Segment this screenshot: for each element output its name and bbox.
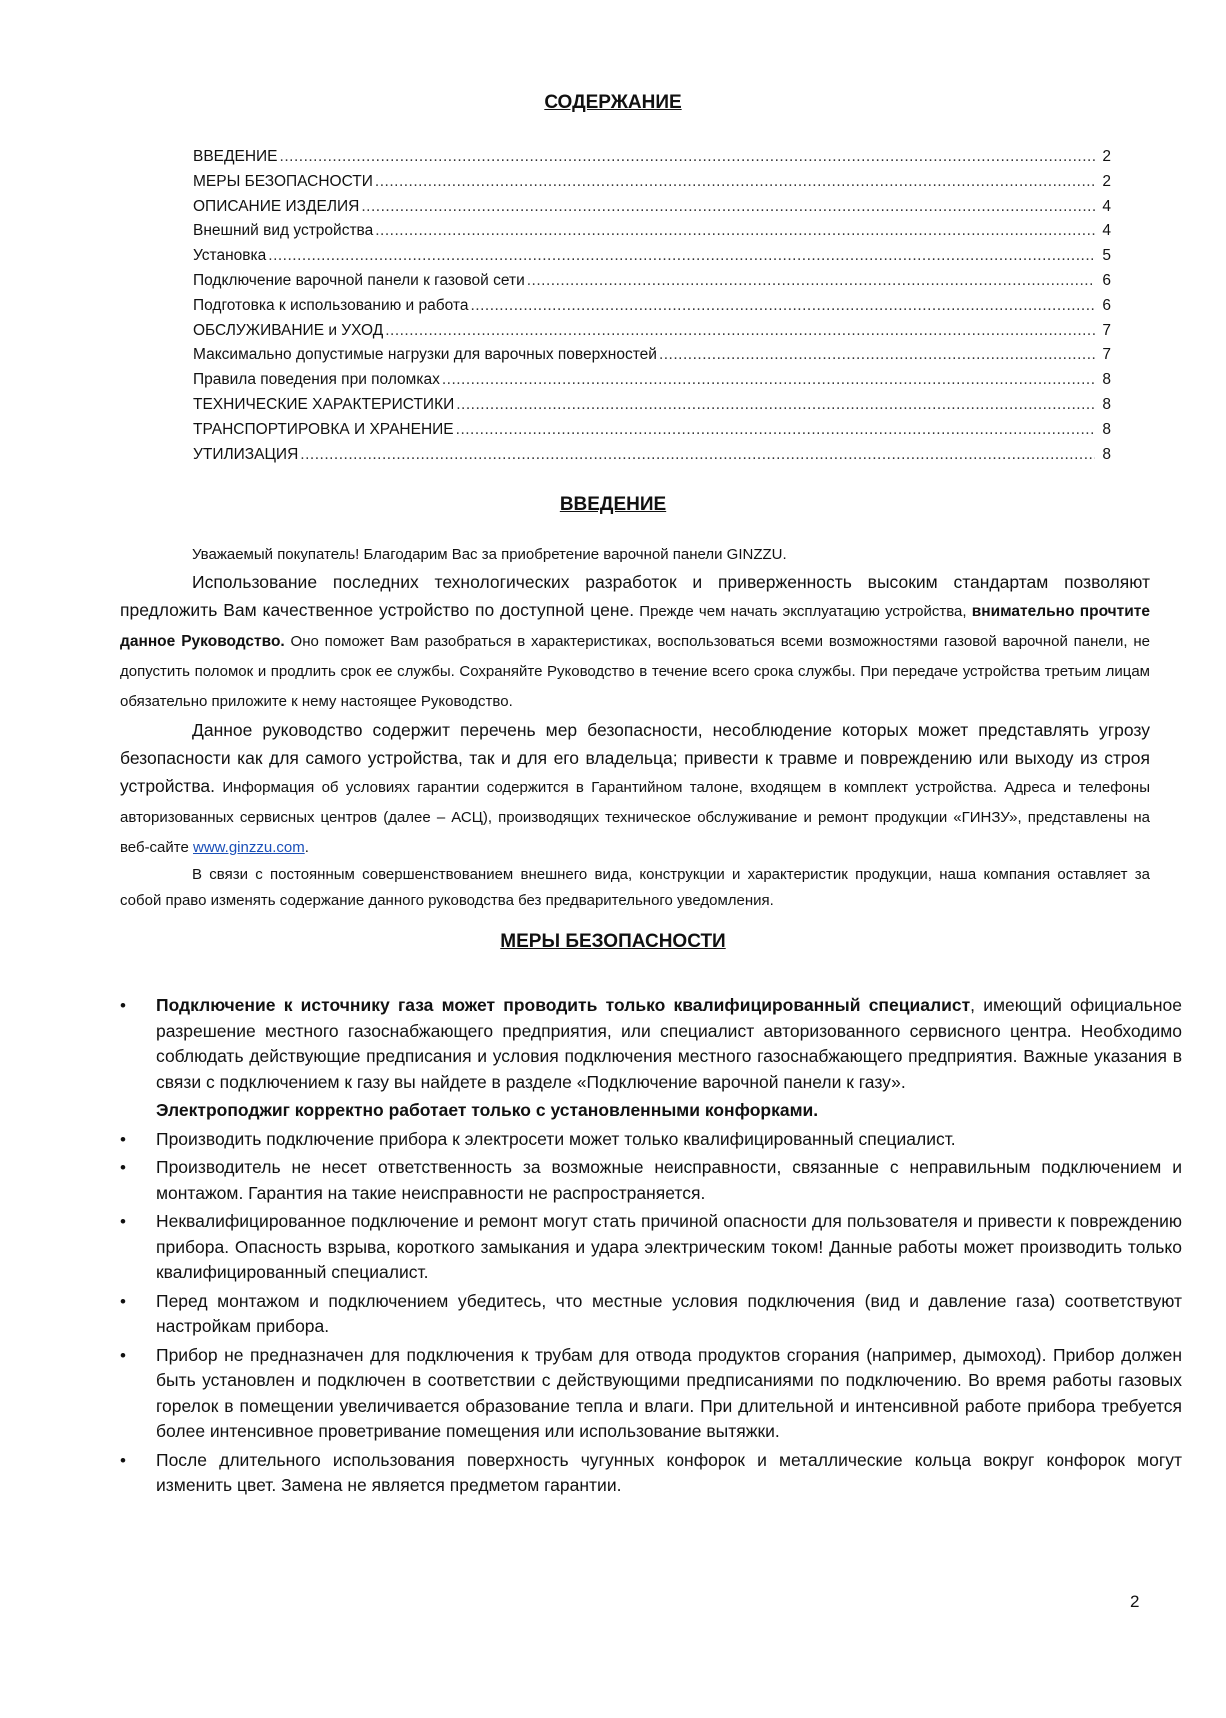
toc-leader [442,368,1095,393]
intro-p2-bold: внимательно прочтите данное Руководство. [120,603,1150,650]
safety-title: МЕРЫ БЕЗОПАСНОСТИ [500,931,726,952]
toc-page: 5 [1102,247,1111,265]
toc-title: СОДЕРЖАНИЕ [544,92,682,113]
toc-row[interactable] [193,145,1111,170]
bullet-icon: • [120,1345,126,1365]
intro-paragraph-4: В связи с постоянным совершенствованием внешнего вида, конструкции и характеристик продукции, наша компания оставляет за собой право изменять содержание данного руководства без предварительного уведомления. [120,866,1150,909]
toc-row[interactable] [193,368,1111,393]
toc-leader [280,145,1095,170]
toc-label: Подготовка к использованию и работа [193,296,469,314]
page-number: 2 [1130,1592,1140,1611]
bullet-icon: • [120,996,126,1015]
safety-item-text: , имеющий официальное разрешение местного газоснабжающего предприятия, или специалист авторизованного сервисного центра. Необходимо соблюдать действующие предписания и условия подключения местного газоснабжающего предприятия. Важные указания в связи с подключением к газу вы найдете в разделе «Подключение варочной панели к газу». [156,995,1182,1092]
toc-row[interactable] [193,269,1111,294]
toc-leader [300,443,1095,468]
list-item [120,1289,1182,1340]
list-item [120,1448,1182,1499]
intro-title: ВВЕДЕНИЕ [559,494,667,515]
intro-p3-end: . [304,839,309,856]
website-link[interactable]: www.ginzzu.com [193,839,305,856]
safety-item-text: Перед монтажом и подключением убедитесь, что местные условия подключения (вид и давление газа) соответствуют настройкам прибора. [156,1290,1182,1336]
toc-label: УТИЛИЗАЦИЯ [193,445,299,463]
toc-row[interactable] [193,393,1111,418]
intro-p3-text: Данное руководство содержит перечень мер безопасности, несоблюдение которых может представлять угрозу безопасности как для самого устройства, так и для его владельца; привести к травме и повреждению или выходу из строя устройства. [120,720,1150,796]
bullet-icon: • [120,1212,126,1231]
toc-row[interactable] [193,170,1111,195]
intro-paragraph-1: Уважаемый покупатель! Благодарим Вас за приобретение варочной панели GINZZU. [192,546,787,563]
toc-page: 8 [1102,371,1111,389]
table-of-contents [193,145,1111,467]
safety-list [120,993,1182,1502]
safety-item-text: Производитель не несет ответственность за возможные неисправности, связанные с неправильным подключением и монтажом. Гарантия на такие неисправности не распространяется. [156,1157,1182,1203]
toc-row[interactable] [193,195,1111,220]
list-item [120,1127,1182,1153]
toc-label: ОБСЛУЖИВАНИЕ и УХОД [193,321,384,339]
toc-label: ВВЕДЕНИЕ [193,148,278,165]
bullet-icon: • [120,1291,126,1311]
intro-paragraph-3 [120,716,1150,862]
toc-page: 7 [1102,346,1111,364]
toc-row[interactable] [193,319,1111,344]
toc-leader [527,269,1095,294]
toc-row[interactable] [193,443,1111,468]
toc-page: 8 [1102,420,1111,438]
safety-item-text: После длительного использования поверхность чугунных конфорок и металлические кольца вокруг конфорок могут изменить цвет. Замена не является предметом гарантии. [156,1449,1182,1495]
bullet-icon: • [120,1450,126,1470]
toc-leader [361,195,1095,220]
toc-leader [375,219,1095,244]
intro-section [120,542,1150,914]
toc-page: 6 [1102,271,1111,289]
toc-leader [385,319,1095,344]
toc-leader [456,418,1095,443]
safety-item-text: Прибор не предназначен для подключения к трубам для отвода продуктов сгорания (например, дымоход). Прибор должен быть установлен и подключен в соответствии с действующими предписаниями по подключению. Во время работы газовых горелок в помещении увеличивается образование тепла и влаги. При длительной и интенсивной работе прибора требуется более интенсивное проветривание помещения или использование вытяжки. [156,1344,1182,1441]
toc-page: 8 [1102,395,1111,413]
list-item [120,1155,1182,1206]
toc-page: 4 [1102,222,1111,240]
toc-label: МЕРЫ БЕЗОПАСНОСТИ [193,172,373,190]
toc-page: 4 [1102,197,1111,215]
toc-label: ТРАНСПОРТИРОВКА И ХРАНЕНИЕ [193,420,454,438]
toc-leader [268,244,1095,269]
intro-p3-rest: Информация об условиях гарантии содержится в Гарантийном талоне, входящем в комплект устройства. Адреса и телефоны авторизованных сервисных центров (далее – АСЦ), производящих техническое обслуживание и ремонт продукции «ГИНЗУ», представлены на веб-сайте [120,779,1150,856]
toc-page: 7 [1102,321,1111,339]
toc-leader [456,393,1095,418]
list-item [120,993,1182,1095]
toc-leader [659,343,1095,368]
toc-row[interactable] [193,418,1111,443]
toc-label: ТЕХНИЧЕСКИЕ ХАРАКТЕРИСТИКИ [193,395,455,413]
safety-note: Электроподжиг корректно работает только с установленными конфорками. [156,1100,819,1120]
list-item-note [120,1098,1182,1124]
toc-label: Установка [193,247,267,265]
intro-p2-rest: Оно поможет Вам разобраться в характеристиках, воспользоваться всеми возможностями газовой варочной панели, не допустить поломок и продлить срок ее службы. Сохраняйте Руководство в течение всего срока службы. При передаче устройства третьим лицам обязательно приложите к нему настоящее Руководство. [120,633,1151,710]
safety-item-text: Производить подключение прибора к электросети может только квалифицированный специалист. [156,1128,956,1149]
toc-leader [470,294,1095,319]
toc-page: 8 [1102,445,1111,463]
toc-leader [375,170,1095,195]
toc-label: Внешний вид устройства [193,222,374,240]
toc-label: Максимально допустимые нагрузки для варочных поверхностей [193,346,657,364]
toc-row[interactable] [193,219,1111,244]
toc-row[interactable] [193,294,1111,319]
list-item [120,1343,1182,1445]
bullet-icon: • [120,1158,126,1177]
toc-page: 6 [1102,296,1111,314]
intro-p2-text-small: Прежде чем начать эксплуатацию устройства, [634,603,972,620]
toc-page: 2 [1102,172,1111,190]
intro-paragraph-2 [120,568,1150,716]
toc-row[interactable] [193,343,1111,368]
bullet-icon: • [120,1129,126,1149]
safety-item-text: Неквалифицированное подключение и ремонт могут стать причиной опасности для пользователя и привести к повреждению прибора. Опасность взрыва, короткого замыкания и удара электрическим током! Данные работы может производить только квалифицированный специалист. [156,1211,1182,1282]
toc-page: 2 [1102,148,1111,165]
safety-item-bold: Подключение к источнику газа может проводить только квалифицированный специалист [156,995,971,1015]
intro-p2-text: Использование последних технологических разработок и приверженность высоким стандартам позволяют предложить Вам качественное устройство по доступной цене. [120,572,1150,620]
toc-label: Подключение варочной панели к газовой сети [193,271,525,289]
toc-label: ОПИСАНИЕ ИЗДЕЛИЯ [193,197,360,215]
toc-row[interactable] [193,244,1111,269]
list-item [120,1209,1182,1286]
toc-label: Правила поведения при поломках [193,371,440,389]
